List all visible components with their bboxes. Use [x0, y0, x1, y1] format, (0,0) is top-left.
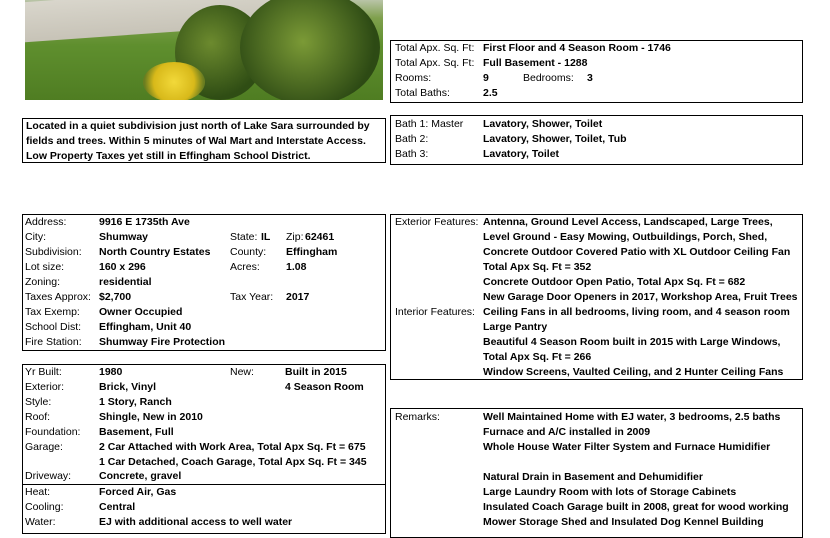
remarks-box	[390, 408, 803, 538]
heat-value: Forced Air, Gas	[99, 486, 177, 498]
driveway-label: Driveway:	[25, 470, 72, 482]
baths-box	[390, 115, 803, 165]
sqft-box	[390, 40, 803, 103]
structure-box	[22, 364, 386, 485]
interior-feature-line: Total Apx Sq. Ft = 266	[483, 351, 592, 363]
garage-label: Garage:	[25, 441, 63, 453]
bath-value: Lavatory, Toilet	[483, 148, 560, 160]
tax-exemp-label: Tax Exemp:	[25, 306, 80, 318]
zip-value: 62461	[305, 231, 335, 243]
cooling-label: Cooling:	[25, 501, 64, 513]
shrub-image	[240, 0, 380, 100]
state-value: IL	[261, 231, 271, 243]
remarks-line: Insulated Coach Garage built in 2008, great for wood working	[483, 501, 789, 513]
exterior-feature-line: Total Apx Sq. Ft = 352	[483, 261, 592, 273]
location-box	[22, 214, 386, 351]
zoning-label: Zoning:	[25, 276, 61, 288]
garage-value-2: 1 Car Detached, Coach Garage, Total Apx Sq. Ft = 345	[99, 456, 367, 468]
total-baths-value: 2.5	[483, 87, 498, 99]
roof-value: Shingle, New in 2010	[99, 411, 203, 423]
bath-label: Bath 2:	[395, 133, 429, 145]
taxes-value: $2,700	[99, 291, 132, 303]
interior-feature-line: Beautiful 4 Season Room built in 2015 with Large Windows,	[483, 336, 781, 348]
new-value-1: Built in 2015	[285, 366, 347, 378]
state-label: State:	[230, 231, 258, 243]
remarks-line: Natural Drain in Basement and Dehumidifier	[483, 471, 703, 483]
exterior-feature-line: Concrete Outdoor Covered Patio with XL Outdoor Ceiling Fan	[483, 246, 791, 258]
property-photo	[25, 0, 383, 100]
exterior-label: Exterior:	[25, 381, 65, 393]
school-dist-label: School Dist:	[25, 321, 82, 333]
subdivision-value: North Country Estates	[99, 246, 211, 258]
address-label: Address:	[25, 216, 67, 228]
foundation-label: Foundation:	[25, 426, 81, 438]
bath-value: Lavatory, Shower, Toilet, Tub	[483, 133, 627, 145]
exterior-feature-line: Antenna, Ground Level Access, Landscaped, Large Trees,	[483, 216, 773, 228]
tax-year-label: Tax Year:	[230, 291, 274, 303]
heat-label: Heat:	[25, 486, 51, 498]
total-baths-label: Total Baths:	[395, 87, 450, 99]
sqft-label-2: Total Apx. Sq. Ft:	[395, 57, 475, 69]
description-text: Located in a quiet subdivision just north of Lake Sara surrounded by fields and trees. Within 5 minutes of Wal Mart and Interstate Access. Low Property Taxes yet still in Effingham School District.	[26, 120, 370, 162]
cooling-value: Central	[99, 501, 136, 513]
bedrooms-label: Bedrooms:	[523, 72, 574, 84]
acres-label: Acres:	[230, 261, 260, 273]
city-label: City:	[25, 231, 46, 243]
flower-image	[143, 62, 205, 100]
tax-year-value: 2017	[286, 291, 310, 303]
school-dist-value: Effingham, Unit 40	[99, 321, 192, 333]
description-box	[22, 118, 386, 163]
remarks-line: Mower Storage Shed and Insulated Dog Kennel Building	[483, 516, 764, 528]
exterior-features-label: Exterior Features:	[395, 216, 479, 228]
tax-exemp-value: Owner Occupied	[99, 306, 183, 318]
sqft-value-2: Full Basement - 1288	[483, 57, 588, 69]
remarks-line: Whole House Water Filter System and Furnace Humidifier	[483, 441, 771, 453]
remarks-line: Furnace and A/C installed in 2009	[483, 426, 651, 438]
foundation-value: Basement, Full	[99, 426, 174, 438]
sqft-label-1: Total Apx. Sq. Ft:	[395, 42, 475, 54]
bedrooms-value: 3	[587, 72, 593, 84]
taxes-label: Taxes Approx:	[25, 291, 91, 303]
garage-value-1: 2 Car Attached with Work Area, Total Apx Sq. Ft = 675	[99, 441, 366, 453]
address-value: 9916 E 1735th Ave	[99, 216, 190, 228]
water-label: Water:	[25, 516, 56, 528]
water-value: EJ with additional access to well water	[99, 516, 293, 528]
utilities-box	[22, 484, 386, 534]
subdivision-label: Subdivision:	[25, 246, 82, 258]
zip-label: Zip:	[286, 231, 304, 243]
roof-label: Roof:	[25, 411, 51, 423]
remarks-label: Remarks:	[395, 411, 440, 423]
features-box	[390, 214, 803, 380]
lot-size-label: Lot size:	[25, 261, 65, 273]
remarks-line: Well Maintained Home with EJ water, 3 bedrooms, 2.5 baths	[483, 411, 781, 423]
exterior-feature-line: New Garage Door Openers in 2017, Workshop Area, Fruit Trees	[483, 291, 798, 303]
interior-feature-line: Ceiling Fans in all bedrooms, living room, and 4 season room	[483, 306, 790, 318]
yr-built-value: 1980	[99, 366, 123, 378]
lot-size-value: 160 x 296	[99, 261, 146, 273]
county-label: County:	[230, 246, 267, 258]
yr-built-label: Yr Built:	[25, 366, 62, 378]
bath-label: Bath 1: Master	[395, 118, 464, 130]
interior-feature-line: Large Pantry	[483, 321, 548, 333]
remarks-line: Large Laundry Room with lots of Storage Cabinets	[483, 486, 737, 498]
sqft-value-1: First Floor and 4 Season Room - 1746	[483, 42, 671, 54]
bath-value: Lavatory, Shower, Toilet	[483, 118, 603, 130]
style-label: Style:	[25, 396, 52, 408]
driveway-value: Concrete, gravel	[99, 470, 182, 482]
interior-feature-line: Window Screens, Vaulted Ceiling, and 2 Hunter Ceiling Fans	[483, 366, 784, 378]
rooms-label: Rooms:	[395, 72, 432, 84]
new-value-2: 4 Season Room	[285, 381, 364, 393]
county-value: Effingham	[286, 246, 338, 258]
bath-label: Bath 3:	[395, 148, 429, 160]
zoning-value: residential	[99, 276, 152, 288]
rooms-value: 9	[483, 72, 489, 84]
fire-station-value: Shumway Fire Protection	[99, 336, 226, 348]
acres-value: 1.08	[286, 261, 307, 273]
exterior-value: Brick, Vinyl	[99, 381, 157, 393]
exterior-feature-line: Level Ground - Easy Mowing, Outbuildings, Porch, Shed,	[483, 231, 768, 243]
city-value: Shumway	[99, 231, 149, 243]
new-label: New:	[230, 366, 254, 378]
fire-station-label: Fire Station:	[25, 336, 82, 348]
style-value: 1 Story, Ranch	[99, 396, 172, 408]
interior-features-label: Interior Features:	[395, 306, 475, 318]
exterior-feature-line: Concrete Outdoor Open Patio, Total Apx Sq. Ft = 682	[483, 276, 746, 288]
